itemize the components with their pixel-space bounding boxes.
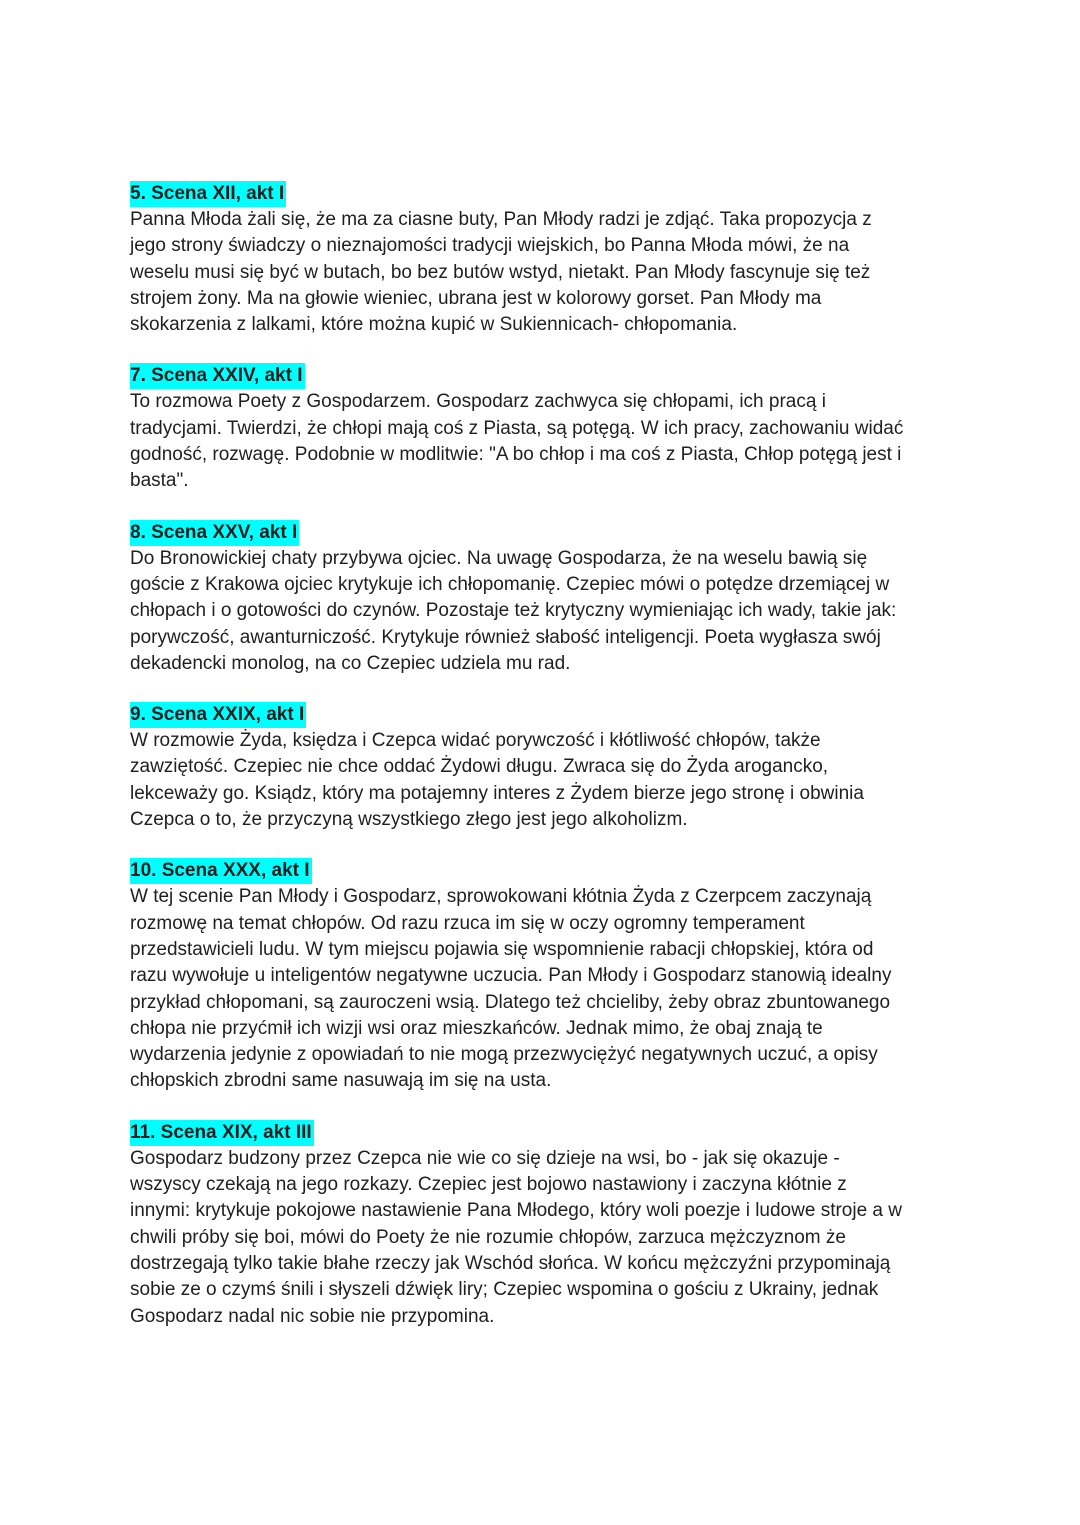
paragraph-line: chwili próby się boi, mówi do Poety że nie rozumie chłopów, zarzuca mężczyznom że	[130, 1226, 846, 1248]
section-paragraph	[130, 389, 960, 494]
paragraph-line: lekceważy go. Ksiądz, który ma potajemny interes z Żydem bierze jego stronę i obwinia	[130, 782, 864, 804]
paragraph-line: przykład chłopomani, są zauroczeni wsią. Dlatego też chcieliby, żeby obraz zbuntowanego	[130, 991, 891, 1013]
section-heading: 9. Scena XXIX, akt I	[130, 702, 306, 728]
paragraph-line: rozmowę na temat chłopów. Od razu rzuca im się w oczy ogromny temperament	[130, 912, 805, 934]
paragraph-line: Gospodarz budzony przez Czepca nie wie co się dzieje na wsi, bo - jak się okazuje -	[130, 1147, 840, 1169]
paragraph-line: goście z Krakowa ojciec krytykuje ich chłopomanię. Czepiec mówi o potędze drzemiącej w	[130, 573, 890, 595]
section-heading: 5. Scena XII, akt I	[130, 181, 286, 207]
paragraph-line: zawziętość. Czepiec nie chce oddać Żydowi długu. Zwraca się do Żyda arogancko,	[130, 756, 829, 778]
paragraph-line: jego strony świadczy o nieznajomości tradycji wiejskich, bo Panna Młoda mówi, że na	[130, 235, 850, 257]
paragraph-line: sobie ze o czymś śnili i słyszeli dźwięk liry; Czepiec wspomina o gościu z Ukrainy, jednak	[130, 1279, 879, 1301]
paragraph-line: dostrzegają tylko takie błahe rzeczy jak Wschód słońca. W końcu mężczyźni przypominają	[130, 1252, 891, 1274]
paragraph-line: tradycjami. Twierdzi, że chłopi mają coś z Piasta, są potęgą. W ich pracy, zachowaniu widać	[130, 417, 904, 439]
paragraph-line: basta".	[130, 470, 189, 492]
section-paragraph	[130, 546, 960, 677]
section-paragraph	[130, 728, 960, 833]
section-scena-xix	[130, 1120, 960, 1330]
paragraph-line: wydarzenia jedynie z opowiadań to nie mogą przezwyciężyć negatywnych uczuć, a opisy	[130, 1044, 878, 1066]
paragraph-line: innymi: krytykuje pokojowe nastawienie Pana Młodego, który woli poezje i ludowe stroje a w	[130, 1200, 902, 1222]
paragraph-line: Czepca o to, że przyczyną wszystkiego złego jest jego alkoholizm.	[130, 809, 688, 831]
section-paragraph	[130, 207, 960, 338]
paragraph-line: strojem żony. Ma na głowie wieniec, ubrana jest w kolorowy gorset. Pan Młody ma	[130, 287, 822, 309]
section-paragraph	[130, 884, 960, 1094]
paragraph-line: skokarzenia z lalkami, które można kupić w Sukiennicach- chłopomania.	[130, 314, 738, 336]
section-scena-xxv	[130, 520, 960, 677]
paragraph-line: przedstawicieli ludu. W tym miejscu pojawia się wspomnienie rabacji chłopskiej, która od	[130, 938, 874, 960]
paragraph-line: porywczość, awanturniczość. Krytykuje również słabość inteligencji. Poeta wygłasza swój	[130, 626, 881, 648]
section-paragraph	[130, 1146, 960, 1330]
section-heading: 7. Scena XXIV, akt I	[130, 363, 305, 389]
section-scena-xxx	[130, 858, 960, 1094]
section-heading: 8. Scena XXV, akt I	[130, 520, 299, 546]
paragraph-line: dekadencki monolog, na co Czepiec udziela mu rad.	[130, 652, 571, 674]
paragraph-line: W rozmowie Żyda, księdza i Czepca widać porywczość i kłótliwość chłopów, także	[130, 730, 821, 752]
paragraph-line: godność, rozwagę. Podobnie w modlitwie: "A bo chłop i ma coś z Piasta, Chłop potęgą jest i	[130, 444, 902, 466]
section-scena-xii	[130, 181, 960, 338]
paragraph-line: Do Bronowickiej chaty przybywa ojciec. Na uwagę Gospodarza, że na weselu bawią się	[130, 547, 868, 569]
document-page	[130, 181, 960, 1355]
paragraph-line: chłopskich zbrodni same nasuwają im się na usta.	[130, 1070, 552, 1092]
section-heading: 11. Scena XIX, akt III	[130, 1120, 314, 1146]
section-scena-xxiv	[130, 363, 960, 494]
section-heading: 10. Scena XXX, akt I	[130, 858, 312, 884]
paragraph-line: To rozmowa Poety z Gospodarzem. Gospodarz zachwyca się chłopami, ich pracą i	[130, 391, 826, 413]
paragraph-line: Gospodarz nadal nic sobie nie przypomina.	[130, 1305, 495, 1327]
paragraph-line: wszyscy czekają na jego rozkazy. Czepiec jest bojowo nastawiony i zaczyna kłótnie z	[130, 1174, 847, 1196]
paragraph-line: Panna Młoda żali się, że ma za ciasne buty, Pan Młody radzi je zdjąć. Taka propozycja z	[130, 209, 872, 230]
paragraph-line: razu wywołuje u inteligentów negatywne uczucia. Pan Młody i Gospodarz stanowią idealny	[130, 965, 892, 987]
section-scena-xxix	[130, 702, 960, 833]
paragraph-line: chłopa nie przyćmił ich wizji wsi oraz mieszkańców. Jednak mimo, że obaj znają te	[130, 1017, 823, 1039]
paragraph-line: weselu musi się być w butach, bo bez butów wstyd, nietakt. Pan Młody fascynuje się też	[130, 261, 871, 283]
paragraph-line: chłopach i o gotowości do czynów. Pozostaje też krytyczny wymieniając ich wady, takie jak:	[130, 600, 897, 622]
paragraph-line: W tej scenie Pan Młody i Gospodarz, sprowokowani kłótnia Żyda z Czerpcem zaczynają	[130, 886, 872, 908]
